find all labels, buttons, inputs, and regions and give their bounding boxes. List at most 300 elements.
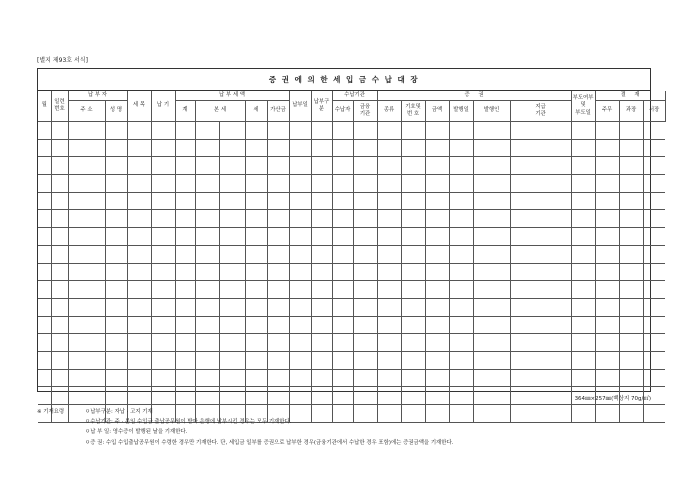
ledger-cell [245, 387, 267, 405]
header-receiving-org: 수납기관 [332, 91, 377, 101]
ledger-cell [377, 122, 401, 140]
header-penalty: 가산금 [267, 101, 289, 122]
ledger-cell [245, 298, 267, 316]
ledger-cell [449, 210, 473, 228]
ledger-cell [38, 369, 51, 387]
ledger-cell [127, 175, 151, 193]
ledger-cell [289, 281, 311, 299]
ledger-row [38, 351, 665, 369]
form-title: 증 권 에 의 한 세 입 금 수 납 대 장 [38, 69, 650, 91]
ledger-cell [619, 192, 643, 210]
ledger-cell [449, 175, 473, 193]
ledger-cell [267, 351, 289, 369]
header-serial: 일련 번호 [51, 91, 68, 122]
ledger-cell [619, 157, 643, 175]
ledger-cell [643, 281, 665, 299]
form-label: [별지 제93호 서식] [37, 57, 88, 64]
ledger-cell [127, 192, 151, 210]
ledger-cell [68, 387, 105, 405]
ledger-cell [289, 334, 311, 352]
ledger-cell [377, 351, 401, 369]
ledger-cell [38, 387, 51, 405]
ledger-cell [425, 334, 449, 352]
ledger-cell [219, 298, 245, 316]
ledger-cell [311, 245, 332, 263]
ledger-cell [353, 334, 377, 352]
ledger-cell [425, 192, 449, 210]
ledger-cell [643, 228, 665, 246]
ledger-cell [289, 157, 311, 175]
ledger-cell [105, 157, 127, 175]
ledger-cell [51, 157, 68, 175]
ledger-cell [332, 210, 353, 228]
ledger-cell [473, 245, 510, 263]
ledger-cell [571, 298, 595, 316]
ledger-cell [619, 281, 643, 299]
ledger-cell [151, 316, 175, 334]
ledger-cell [401, 157, 425, 175]
ledger-cell [311, 387, 332, 405]
ledger-cell [289, 192, 311, 210]
ledger-cell [473, 263, 510, 281]
header-dishonor: 부도여부 및 부도일 [571, 91, 595, 122]
ledger-cell [175, 281, 195, 299]
ledger-cell [105, 175, 127, 193]
ledger-cell [245, 263, 267, 281]
ledger-cell [105, 210, 127, 228]
note-row [37, 417, 453, 427]
ledger-cell [353, 245, 377, 263]
ledger-cell [449, 228, 473, 246]
ledger-cell [51, 316, 68, 334]
ledger-cell [595, 157, 619, 175]
ledger-cell [245, 175, 267, 193]
ledger-cell [449, 351, 473, 369]
ledger-cell [289, 122, 311, 140]
ledger-cell [245, 192, 267, 210]
ledger-cell [219, 228, 245, 246]
ledger-cell [510, 369, 571, 387]
ledger-cell [571, 281, 595, 299]
ledger-cell [619, 405, 643, 423]
ledger-cell [353, 281, 377, 299]
ledger-cell [267, 316, 289, 334]
ledger-cell [311, 175, 332, 193]
header-tax-amount: 납 부 세 액 [175, 91, 289, 101]
header-total: 계 [175, 101, 195, 122]
ledger-cell [571, 334, 595, 352]
header-name: 성 명 [105, 101, 127, 122]
ledger-cell [643, 192, 665, 210]
ledger-cell [311, 122, 332, 140]
ledger-cell [289, 210, 311, 228]
ledger-cell [105, 281, 127, 299]
header-pay-org: 지급 기관 [510, 101, 571, 122]
receipt-ledger-form [37, 68, 660, 392]
ledger-cell [377, 298, 401, 316]
ledger-cell [377, 281, 401, 299]
ledger-row [38, 139, 665, 157]
ledger-cell [510, 387, 571, 405]
ledger-cell [643, 369, 665, 387]
ledger-cell [267, 157, 289, 175]
ledger-cell [643, 175, 665, 193]
ledger-cell [127, 316, 151, 334]
ledger-cell [595, 405, 619, 423]
ledger-cell [595, 334, 619, 352]
ledger-cell [127, 245, 151, 263]
ledger-cell [245, 122, 267, 140]
ledger-cell [353, 210, 377, 228]
ledger-cell [105, 122, 127, 140]
header-section-head: 과장 [619, 101, 643, 122]
ledger-cell [267, 263, 289, 281]
ledger-cell [195, 245, 219, 263]
ledger-cell [401, 263, 425, 281]
ledger-cell [175, 387, 195, 405]
ledger-cell [595, 228, 619, 246]
ledger-cell [353, 316, 377, 334]
ledger-table [38, 91, 665, 423]
ledger-cell [510, 139, 571, 157]
ledger-cell [219, 245, 245, 263]
ledger-cell [332, 139, 353, 157]
ledger-cell [449, 122, 473, 140]
ledger-cell [38, 334, 51, 352]
ledger-cell [619, 122, 643, 140]
ledger-cell [619, 369, 643, 387]
ledger-cell [643, 157, 665, 175]
ledger-cell [595, 175, 619, 193]
ledger-cell [151, 245, 175, 263]
ledger-cell [449, 369, 473, 387]
ledger-cell [449, 387, 473, 405]
ledger-cell [377, 369, 401, 387]
header-receiver: 수납자 [332, 101, 353, 122]
ledger-cell [425, 175, 449, 193]
ledger-cell [68, 351, 105, 369]
ledger-cell [595, 122, 619, 140]
header-payer: 납 부 자 [68, 91, 127, 101]
ledger-cell [595, 369, 619, 387]
ledger-cell [68, 281, 105, 299]
ledger-cell [510, 210, 571, 228]
ledger-cell [311, 157, 332, 175]
header-issuer: 발행인 [473, 101, 510, 122]
ledger-cell [267, 245, 289, 263]
ledger-cell [332, 281, 353, 299]
ledger-cell [449, 192, 473, 210]
ledger-cell [175, 157, 195, 175]
notes-heading: ※ 기재요령 [37, 409, 65, 415]
ledger-cell [571, 263, 595, 281]
ledger-cell [510, 122, 571, 140]
ledger-cell [401, 298, 425, 316]
ledger-cell [353, 263, 377, 281]
ledger-cell [425, 245, 449, 263]
ledger-cell [311, 139, 332, 157]
ledger-cell [332, 122, 353, 140]
ledger-cell [619, 263, 643, 281]
ledger-cell [175, 175, 195, 193]
ledger-cell [377, 210, 401, 228]
ledger-cell [289, 316, 311, 334]
ledger-cell [473, 369, 510, 387]
ledger-cell [332, 316, 353, 334]
ledger-cell [473, 405, 510, 423]
ledger-cell [151, 263, 175, 281]
note-text: : 영수증이 발행된 날을 기재한다. [109, 429, 188, 436]
ledger-cell [510, 263, 571, 281]
ledger-cell [219, 316, 245, 334]
ledger-cell [38, 281, 51, 299]
ledger-cell [245, 316, 267, 334]
ledger-cell [571, 405, 595, 423]
ledger-cell [401, 192, 425, 210]
ledger-cell [311, 334, 332, 352]
header-pay-type: 납부구분 [311, 91, 332, 122]
ledger-cell [401, 387, 425, 405]
ledger-cell [510, 245, 571, 263]
header-address: 주 소 [68, 101, 105, 122]
ledger-cell [449, 316, 473, 334]
ledger-cell [332, 245, 353, 263]
ledger-row [38, 157, 665, 175]
ledger-cell [425, 351, 449, 369]
ledger-cell [311, 351, 332, 369]
header-principal-tax: 본 세 [195, 101, 245, 122]
ledger-cell [425, 228, 449, 246]
ledger-cell [127, 281, 151, 299]
ledger-cell [267, 210, 289, 228]
ledger-cell [38, 298, 51, 316]
ledger-cell [38, 351, 51, 369]
ledger-cell [195, 228, 219, 246]
ledger-cell [377, 263, 401, 281]
ledger-cell [51, 139, 68, 157]
ledger-cell [38, 139, 51, 157]
ledger-cell [68, 192, 105, 210]
ledger-cell [619, 351, 643, 369]
ledger-cell [449, 334, 473, 352]
ledger-cell [219, 122, 245, 140]
ledger-cell [595, 351, 619, 369]
ledger-cell [377, 228, 401, 246]
ledger-cell [571, 245, 595, 263]
ledger-cell [127, 387, 151, 405]
ledger-cell [38, 263, 51, 281]
ledger-cell [401, 122, 425, 140]
ledger-cell [643, 405, 665, 423]
ledger-cell [510, 175, 571, 193]
ledger-cell [267, 175, 289, 193]
ledger-cell [311, 210, 332, 228]
ledger-cell [38, 192, 51, 210]
ledger-cell [175, 369, 195, 387]
ledger-cell [595, 263, 619, 281]
ledger-cell [473, 228, 510, 246]
ledger-cell [401, 210, 425, 228]
note-text: : 주 · 분임 수입금 출납공무원이 받아 은행에 납부시킨 경우는 모두 기재한다. [111, 419, 292, 426]
ledger-row [38, 369, 665, 387]
ledger-cell [127, 139, 151, 157]
ledger-cell [510, 281, 571, 299]
note-row [37, 427, 453, 437]
ledger-cell [401, 369, 425, 387]
ledger-cell [195, 157, 219, 175]
ledger-cell [68, 122, 105, 140]
header-issue-date: 발행일 [449, 101, 473, 122]
note-text: : 수입 수입출납공무원이 수령한 경우만 기재한다. 단, 세입금 일부를 증권으로 납부한 경우(금융기관에서 수납한 경우 포함)에는 증권금액을 기재한다. [102, 439, 454, 446]
ledger-cell [127, 263, 151, 281]
ledger-cell [311, 263, 332, 281]
ledger-cell [38, 316, 51, 334]
ledger-cell [195, 210, 219, 228]
ledger-row [38, 263, 665, 281]
ledger-cell [289, 387, 311, 405]
ledger-cell [571, 316, 595, 334]
ledger-cell [105, 298, 127, 316]
ledger-cell [245, 245, 267, 263]
ledger-cell [353, 228, 377, 246]
ledger-cell [619, 210, 643, 228]
ledger-cell [571, 351, 595, 369]
ledger-cell [289, 298, 311, 316]
ledger-cell [68, 334, 105, 352]
ledger-cell [151, 387, 175, 405]
ledger-cell [289, 175, 311, 193]
ledger-cell [219, 263, 245, 281]
ledger-cell [245, 139, 267, 157]
ledger-cell [353, 387, 377, 405]
ledger-row [38, 245, 665, 263]
ledger-cell [510, 228, 571, 246]
ledger-cell [175, 228, 195, 246]
ledger-cell [151, 228, 175, 246]
ledger-cell [332, 298, 353, 316]
ledger-row [38, 281, 665, 299]
ledger-cell [127, 228, 151, 246]
ledger-cell [377, 245, 401, 263]
ledger-cell [127, 334, 151, 352]
ledger-cell [267, 122, 289, 140]
ledger-cell [175, 210, 195, 228]
ledger-cell [68, 157, 105, 175]
ledger-cell [38, 157, 51, 175]
ledger-cell [219, 139, 245, 157]
ledger-cell [353, 192, 377, 210]
ledger-cell [643, 351, 665, 369]
ledger-cell [245, 157, 267, 175]
header-surtax: 세 [245, 101, 267, 122]
ledger-cell [127, 210, 151, 228]
ledger-cell [332, 351, 353, 369]
ledger-cell [311, 369, 332, 387]
ledger-cell [595, 298, 619, 316]
ledger-cell [219, 175, 245, 193]
ledger-cell [68, 263, 105, 281]
ledger-cell [51, 334, 68, 352]
ledger-cell [127, 122, 151, 140]
ledger-cell [267, 334, 289, 352]
ledger-cell [51, 351, 68, 369]
ledger-cell [571, 192, 595, 210]
ledger-cell [473, 316, 510, 334]
ledger-cell [127, 298, 151, 316]
ledger-cell [219, 387, 245, 405]
ledger-cell [332, 263, 353, 281]
ledger-cell [449, 245, 473, 263]
ledger-cell [151, 281, 175, 299]
ledger-row [38, 316, 665, 334]
ledger-cell [473, 157, 510, 175]
ledger-cell [619, 334, 643, 352]
ledger-cell [377, 316, 401, 334]
ledger-cell [401, 316, 425, 334]
ledger-cell [473, 298, 510, 316]
paper-spec: 364㎜×257㎜(백상지 70g/㎡) [574, 396, 651, 402]
ledger-cell [353, 175, 377, 193]
header-chief: 주무 [595, 101, 619, 122]
ledger-cell [289, 369, 311, 387]
ledger-cell [219, 192, 245, 210]
ledger-cell [449, 263, 473, 281]
header-pay-date: 납부일 [289, 91, 311, 122]
ledger-cell [332, 157, 353, 175]
ledger-cell [643, 316, 665, 334]
ledger-cell [643, 210, 665, 228]
ledger-cell [289, 228, 311, 246]
ledger-cell [245, 369, 267, 387]
ledger-cell [219, 369, 245, 387]
ledger-cell [425, 387, 449, 405]
header-symbol-no: 기호및 번 호 [401, 101, 425, 122]
ledger-row [38, 334, 665, 352]
ledger-cell [51, 228, 68, 246]
ledger-cell [425, 139, 449, 157]
ledger-cell [195, 281, 219, 299]
ledger-cell [510, 334, 571, 352]
ledger-cell [473, 210, 510, 228]
ledger-cell [51, 387, 68, 405]
ledger-cell [595, 245, 619, 263]
ledger-cell [619, 139, 643, 157]
ledger-cell [332, 228, 353, 246]
ledger-cell [195, 263, 219, 281]
ledger-cell [68, 210, 105, 228]
ledger-cell [68, 139, 105, 157]
ledger-cell [151, 298, 175, 316]
ledger-cell [38, 228, 51, 246]
ledger-cell [175, 316, 195, 334]
ledger-cell [595, 316, 619, 334]
ledger-cell [377, 387, 401, 405]
ledger-cell [619, 298, 643, 316]
ledger-cell [353, 298, 377, 316]
ledger-cell [377, 157, 401, 175]
ledger-cell [105, 387, 127, 405]
ledger-cell [267, 298, 289, 316]
ledger-cell [510, 351, 571, 369]
ledger-cell [51, 369, 68, 387]
ledger-cell [571, 122, 595, 140]
ledger-cell [219, 281, 245, 299]
ledger-cell [449, 281, 473, 299]
ledger-cell [643, 122, 665, 140]
ledger-cell [267, 192, 289, 210]
note-label: ㅇ납부구분 [85, 409, 112, 415]
ledger-cell [353, 122, 377, 140]
